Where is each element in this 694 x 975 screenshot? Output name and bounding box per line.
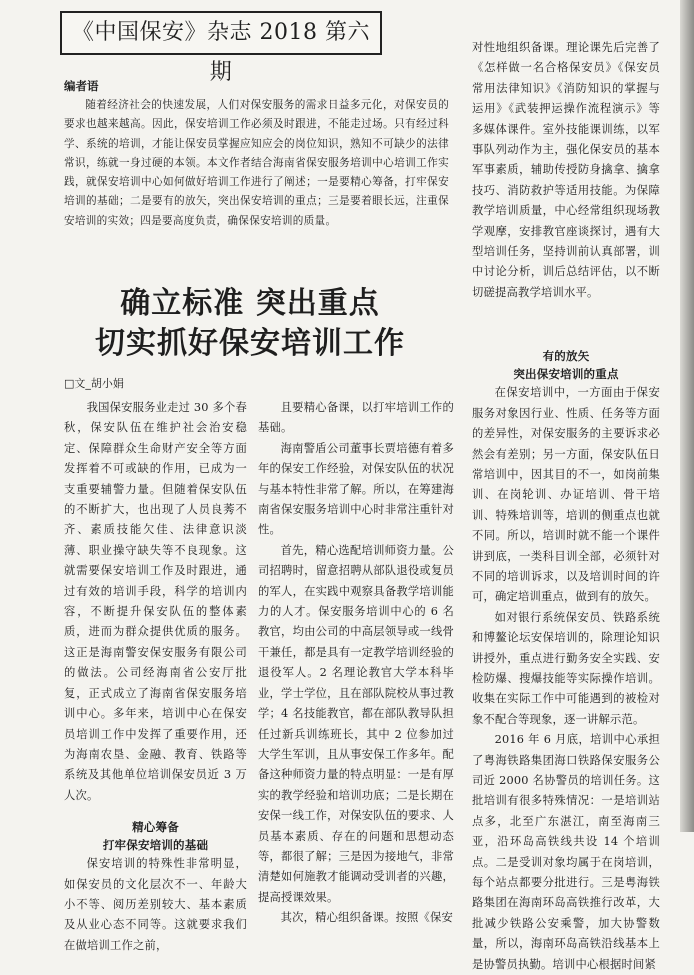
- body-paragraph: 对性地组织备课。理论课先后完善了《怎样做一名合格保安员》《保安员常用法律知识》《消防知识的掌握与运用》《武装押运操作流程演示》等多媒体课件。室外技能课训练，以军事队列动作为主，强化保安员的基本军事素质，辅助传授防身擒拿、擒拿技巧、消防救护等适用技能。为保障教学培训质量，中心经常组织现场教学观摩，安排教官座谈探讨，遇有大型培训任务，坚持训前认真部署，训中讨论分析，训后总结评估，以不断切磋提高教学培训水平。: [472, 41, 660, 299]
- magazine-title: 《中国保安》杂志 2018 第六期: [60, 11, 382, 55]
- body-paragraph: 在保安培训中，一方面由于保安服务对象因行业、性质、任务等方面的差异性，对保安服务的主要诉求必然会有差别；另一方面，保安队伍日常培训中，因其目的不一，如岗前集训、在岗轮训、办证培训、骨干培训、特殊培训等，培训的侧重点也就不同。所以，培训时就不能一个课件讲到底，一类科目训全部，必须针对不同的培训诉求，以及培训时间的许可，确定培训重点，做到有的放矢。: [472, 386, 660, 604]
- section-heading-2-line1: 有的放矢: [542, 349, 590, 364]
- column-3: [472, 38, 660, 975]
- body-paragraph: 海南警盾公司董事长贾培德有着多年的保安工作经验，对保安队伍的状况与基本特性非常了解。所以，在筹建海南省保安服务培训中心时非常注重针对性。: [258, 441, 454, 537]
- section-heading-1-line2: 打牢保安培训的基础: [102, 838, 209, 853]
- editor-note-label: 编者语: [64, 79, 99, 93]
- body-paragraph: 2016 年 6 月底，培训中心承担了粤海铁路集团海口铁路保安服务公司近 2000 名协警员的培训任务。这批培训有很多特殊情况：一是培训站点多，北至广东湛江，南至海南三亚，沿环岛高铁线共设 14 个培训点。二是受训对象均属于在岗培训，每个站点都要分批进行。三是粤海铁路集团在海南环岛高铁推行改革，大批减少铁路公安乘警，加大协警数量，所以，海南环岛高铁沿线基本上是协警员执勤。培训中心根据时间紧: [472, 733, 660, 971]
- body-paragraph: 我国保安服务业走过 30 多个春秋，保安队伍在维护社会治安稳定、保障群众生命财产安全等方面发挥着不可或缺的作用，已成为一支重要辅警力量。但随着保安队伍的不断扩大，也出现了人员良莠不齐、素质技能欠佳、法律意识淡薄、职业操守缺失等不良现象。这就需要保安培训工作及时跟进，通过有效的培训手段，科学的培训内容，不断提升保安队伍的整体素质，进而为群众提供优质的服务。这正是海南警安保安服务有限公司的做法。公司经海南省公安厅批复，正式成立了海南省保安服务培训中心。多年来，培训中心在保安员培训工作中发挥了重要作用，还为海南农垦、金融、教育、铁路等系统及其他单位培训保安员近 3 万人次。: [64, 401, 247, 802]
- section-heading-1-line1: 精心筹备: [132, 820, 179, 835]
- editor-note-text: 随着经济社会的快速发展，人们对保安服务的需求日益多元化，对保安员的要求也越来越高。因此，保安培训工作必须及时跟进，不能走过场。只有经过科学、系统的培训，才能让保安员掌握应知应会的岗位知识，熟知不可缺少的法律常识，练就一身过硬的本领。本文作者结合海南省保安服务培训中心培训工作实践，就保安培训中心如何做好培训工作进行了阐述；一是要精心筹备，打牢保安培训的基础；二是要有的放矢，突出保安培训的重点；三是要着眼长远，注重保安培训的实效；四是要高度负责，确保保安培训的质量。: [64, 99, 449, 227]
- article-author: □文_胡小娟: [64, 377, 124, 390]
- body-paragraph: 且要精心备课，以打牢培训工作的基础。: [258, 401, 454, 435]
- body-paragraph: 其次，精心组织备课。按照《保安: [280, 911, 454, 925]
- article-title-line2: 切实抓好保安培训工作: [95, 326, 405, 361]
- page-edge-shadow: [680, 0, 694, 832]
- section-heading-2-line2: 突出保安培训的重点: [513, 367, 619, 382]
- body-paragraph: 如对银行系统保安员、铁路系统和博鳌论坛安保培训的，除理论知识讲授外，重点进行勤务安全实践、安检防爆、搜爆技能等实际操作培训。收集在实际工作中可能遇到的被检对象不配合等现象，逐一讲解示范。: [472, 610, 660, 726]
- body-paragraph: 首先，精心选配培训师资力量。公司招聘时，留意招聘从部队退役或复员的军人，在实践中观察具备教学培训能力的人才。保安服务培训中心的 6 名教官，均由公司的中高层领导或一线骨干兼任，都是具有一定教学培训经验的退役军人。2 名理论教官大学本科毕业，学士学位，且在部队院校从事过教学；4 名技能教官，都在部队教导队担任过新兵训练班长，其中 2 位参加过大学生军训，且从事安保工作多年。配备这种师资力量的特点明显：一是有厚实的教学经验和培训功底；二是长期在安保一线工作，对保安队伍的要求、人员基本素质、存在的问题和思想动态等，都很了解；三是因为接地气，非常清楚如何施教才能调动受训者的兴趣，提高授课效果。: [258, 543, 454, 904]
- column-1: [64, 398, 247, 956]
- body-paragraph: 保安培训的特殊性非常明显，如保安员的文化层次不一、年龄大小不等、阅历差别较大、基本素质及从业心态不同等。这就要求我们在做培训工作之前，: [64, 857, 247, 952]
- column-2: [258, 398, 454, 929]
- article-title-line1: 确立标准 突出重点: [120, 286, 380, 321]
